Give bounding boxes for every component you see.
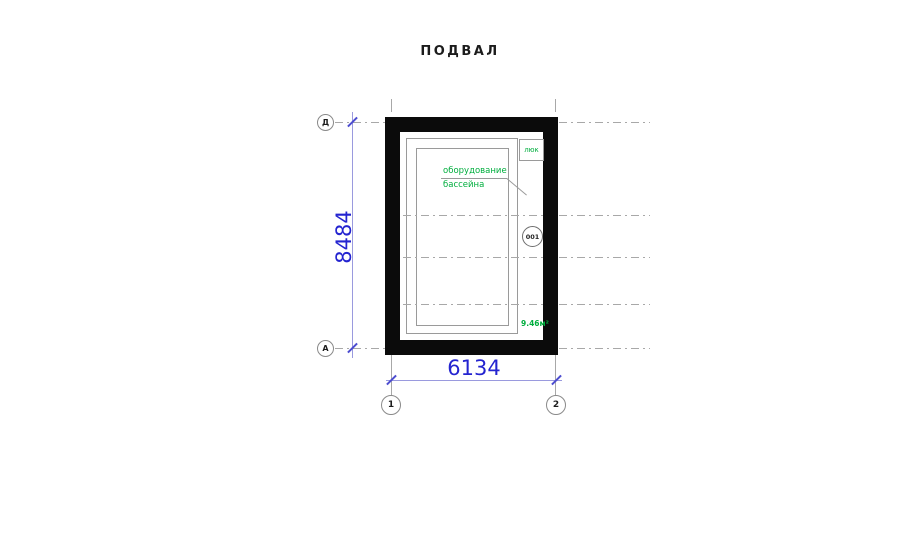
grid-line-row-d-right	[559, 122, 650, 123]
horizontal-dimension-label: 6134	[447, 356, 501, 380]
room-area-label: 9.46м²	[521, 319, 549, 328]
grid-axis-a-bubble: А	[317, 340, 334, 357]
grid-stub-col2-bottom	[555, 355, 556, 396]
grid-line-row-mid3-right	[559, 304, 650, 305]
room-number-badge: 001	[522, 226, 543, 247]
grid-axis-2-bubble: 2	[546, 395, 566, 415]
equipment-annotation-line1: оборудование	[443, 166, 507, 176]
grid-stub-col2-top	[555, 99, 556, 112]
grid-line-row-mid1-interior	[403, 215, 547, 216]
grid-line-row-mid1-right	[559, 215, 650, 216]
equipment-annotation-line2: бассейна	[443, 180, 485, 190]
grid-line-row-mid2-interior	[403, 257, 547, 258]
dimension-line-horizontal	[386, 380, 562, 381]
grid-line-row-mid2-right	[559, 257, 650, 258]
grid-axis-1-bubble: 1	[381, 395, 401, 415]
grid-axis-d-bubble: Д	[317, 114, 334, 131]
grid-stub-col1-bottom	[391, 355, 392, 396]
plan-title: ПОДВАЛ	[420, 44, 500, 59]
equipment-leader-underline	[441, 178, 507, 179]
hatch-label-box: люк	[519, 139, 544, 161]
grid-line-row-mid3-interior	[403, 304, 547, 305]
grid-line-row-a-left	[335, 348, 385, 349]
grid-stub-col1-top	[391, 99, 392, 112]
grid-line-row-a-right	[559, 348, 650, 349]
vertical-dimension-label: 8484	[332, 210, 356, 264]
grid-line-row-d-left	[335, 122, 385, 123]
